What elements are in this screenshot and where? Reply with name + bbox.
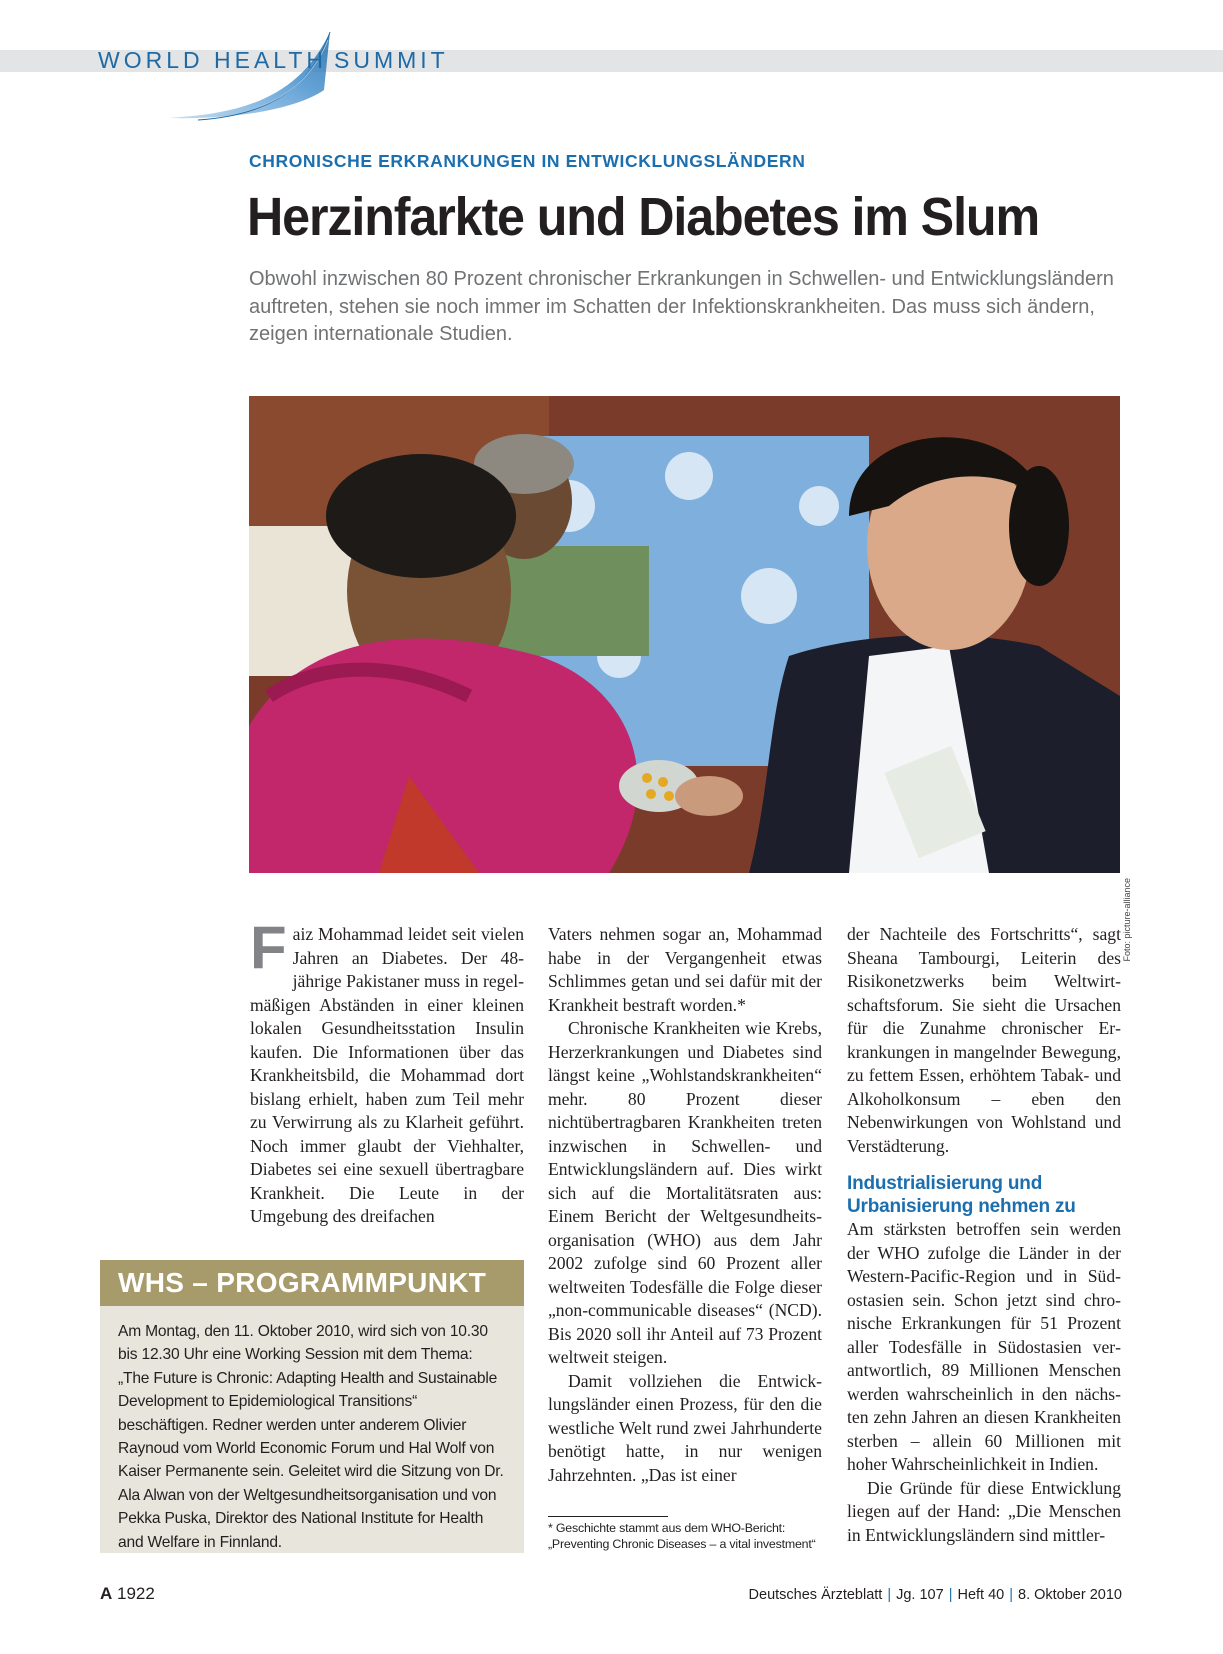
article-column-1 (250, 914, 524, 1229)
article-paragraph: Am stärksten betroffen sein werden der WHO zufolge die Länder in der Western-Pacific-Region und in Südostasien sein. Schon jetzt sind chronische Erkrankungen für 51 Prozent aller Todesfälle in Südostasien verantwortlich, 89 Millionen Menschen werden wahrscheinlich in den nächsten zehn Jahren an diesen Krankheiten sterben – allein 60 Millionen mit hoher Wahrscheinlichkeit in Indien. (847, 1219, 1121, 1474)
page-number (100, 1584, 155, 1604)
article-lead: Obwohl inzwischen 80 Prozent chronischer Erkrankungen in Schwellen- und Entwicklungsländern auftreten, stehen sie noch immer im Schatten der Infektionskrankheiten. Das muss sich ändern, zeigen internationale Studien. (249, 268, 1114, 345)
world-health-summit-logo (98, 30, 458, 130)
footnote-rule (548, 1516, 668, 1517)
article-paragraph: der Nachteile des Fortschritts“, sagt Sheana Tambourgi, Leiterin des Risikonetzwerks beim Weltwirtschaftsforum. Sie sieht die Ursachen für die Zunahme chronischer Erkrankungen in mangelnder Bewegung, zu fettem Essen, erhöhtem Tabak- und Alkoholkonsum – eben den Nebenwirkungen von Wohlstand und Verstädterung. (847, 924, 1121, 1156)
article-paragraph: Chronische Krankheiten wie Krebs, Herzerkrankungen und Diabetes sind längst keine „Wohlstandskrankheiten“ mehr. 80 Prozent dieser nichtübertragbaren Krankheiten treten inzwischen in Schwellen- und Entwicklungsländern auf. Dies wirkt sich auf die Mortalitätsraten aus: Einem Bericht der Weltgesundheitsorganisation (WHO) aus dem Jahr 2002 zufolge sind 60 Prozent aller weltweiten Todesfälle die Folge dieser „non-communicable diseases“ (NCD). Bis 2020 soll ihr Anteil auf 73 Prozent weltweit steigen. (548, 1018, 822, 1367)
photo-credit: Foto: picture-alliance (1122, 878, 1132, 962)
journal-footer (749, 1587, 1122, 1603)
journal-name: Deutsches Ärzteblatt (748, 1587, 883, 1603)
sidebar-body: Am Montag, den 11. Oktober 2010, wird sich von 10.30 bis 12.30 Uhr eine Working Session mit dem Thema: „The Future is Chronic: Adapting Health and Sustainable Development to Epidemiological Transitions“ beschäftigen. Redner werden unter anderem Olivier Raynoud vom World Economic Forum und Hal Wolf von Kaiser Permanente sein. Geleitet wird die Sitzung von Dr. Ala Alwan von der Weltgesundheitsorganisation und von Pekka Puska, Direktor des National Institute for Health and Welfare in Finnland. (118, 1323, 504, 1551)
article-headline: Herzinfarkte und Diabetes im Slum (247, 187, 1040, 247)
article-photo (249, 396, 1120, 873)
page-number-value: 1922 (117, 1584, 155, 1603)
article-column-2 (548, 923, 822, 1487)
article-subheading: Industrialisierung und Urbanisierung nehmen zu (847, 1173, 1076, 1217)
footnote: * Geschichte stammt aus dem WHO-Bericht: „Preventing Chronic Diseases – a vital investment“ (548, 1521, 816, 1551)
article-paragraph: aiz Mohammad leidet seit vielen Jahren an Diabetes. Der 48-jährige Pakistaner muss in regelmäßigen Abständen in einer kleinen lokalen Gesundheitsstation Insulin kaufen. Die Informationen über das Krankheitsbild, die Mohammad dort bislang erhielt, haben zum Teil mehr zu Verwirrung als zu Klarheit geführt. Noch immer glaubt der Viehhalter, Diabetes sei eine sexuell übertragbare Krankheit. Die Leute in der Umgebung des dreifachen (250, 924, 524, 1226)
footer-separator: | (948, 1587, 953, 1603)
logo-word-summit: SUMMIT (334, 47, 449, 73)
page-letter: A (100, 1584, 113, 1603)
logo-word-world-health: WORLD HEALTH (98, 47, 328, 73)
drop-cap: F (250, 914, 287, 981)
program-sidebar (100, 1260, 524, 1553)
article-paragraph: Vaters nehmen sogar an, Mohammad habe in der Vergangenheit etwas Schlimmes getan und sei dafür mit der Krankheit bestraft worden.* (548, 924, 822, 1015)
footer-separator: | (887, 1587, 892, 1603)
footer-separator: | (1009, 1587, 1013, 1603)
article-paragraph: Die Gründe für diese Entwicklung liegen auf der Hand: „Die Menschen in Entwicklungsländern sind mittler- (847, 1477, 1121, 1545)
sidebar-title: WHS – PROGRAMMPUNKT (100, 1260, 524, 1306)
article-paragraph: Damit vollziehen die Entwicklungsländer einen Prozess, für den die westliche Welt rund zwei Jahrhunderte benötigt hatte, in nur wenigen Jahrzehnten. „Das ist einer (548, 1370, 822, 1485)
journal-date: 8. Oktober 2010 (1018, 1587, 1122, 1603)
journal-issue: Heft 40 (957, 1587, 1005, 1603)
journal-volume: Jg. 107 (896, 1587, 944, 1603)
article-kicker: CHRONISCHE ERKRANKUNGEN IN ENTWICKLUNGSLÄNDERN (249, 151, 806, 171)
article-column-3 (847, 923, 1121, 1547)
